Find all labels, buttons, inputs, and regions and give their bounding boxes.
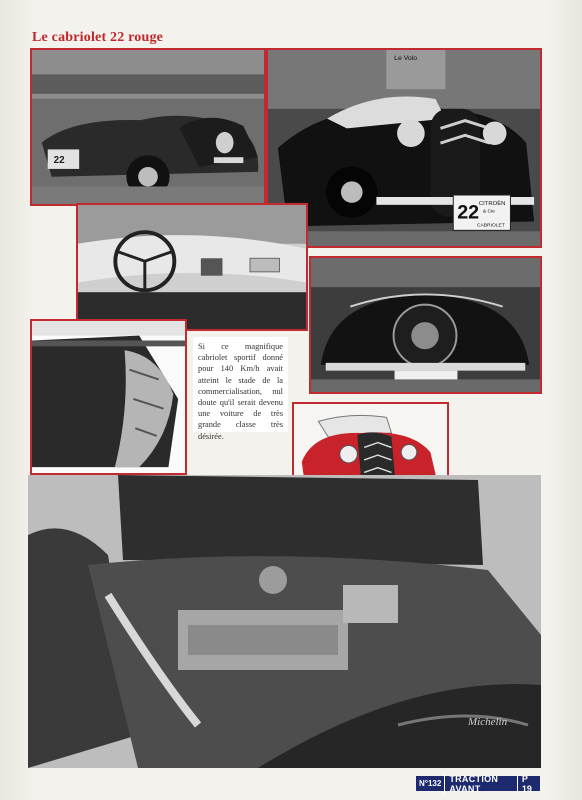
photo-cabriolet-front-left (30, 48, 266, 206)
plate-right-number: 22 (457, 201, 480, 224)
page-number: P 19 (521, 773, 532, 794)
photo-dashboard (76, 203, 308, 331)
sign-text: Le Volo (394, 54, 418, 62)
photo-caption: Si ce magnifique cabriolet sportif donné pour 140 Km/h avait atteint le stade de la commercialisation, nul doute qu'il serait devenu une voiture de très grande classe très désirée. (193, 337, 288, 432)
plate-right-model: CABRIOLET (476, 223, 505, 229)
wheel-text: Michelin (468, 716, 508, 728)
photo-cabriolet-rear-image (311, 258, 540, 392)
photo-cabriolet-front-left-image (32, 50, 264, 204)
photo-cabriolet-front-right-image (268, 50, 540, 246)
plate-right-brand: CITROËN (478, 200, 506, 207)
photo-door-detail (30, 319, 187, 475)
plate-right-co: & Cie (482, 209, 495, 215)
page-footer (416, 773, 540, 794)
photo-door-detail-image (32, 321, 185, 473)
photo-cabriolet-rear (309, 256, 542, 394)
magazine-name: TRACTION AVANT (444, 774, 518, 794)
photo-dashboard-image (78, 205, 306, 329)
photo-engine-bay (28, 475, 541, 768)
issue-number: N°132 (419, 779, 442, 788)
plate-left-number: 22 (53, 155, 65, 167)
photo-engine-bay-image (28, 475, 541, 768)
page-title: Le cabriolet 22 rouge (32, 30, 164, 45)
